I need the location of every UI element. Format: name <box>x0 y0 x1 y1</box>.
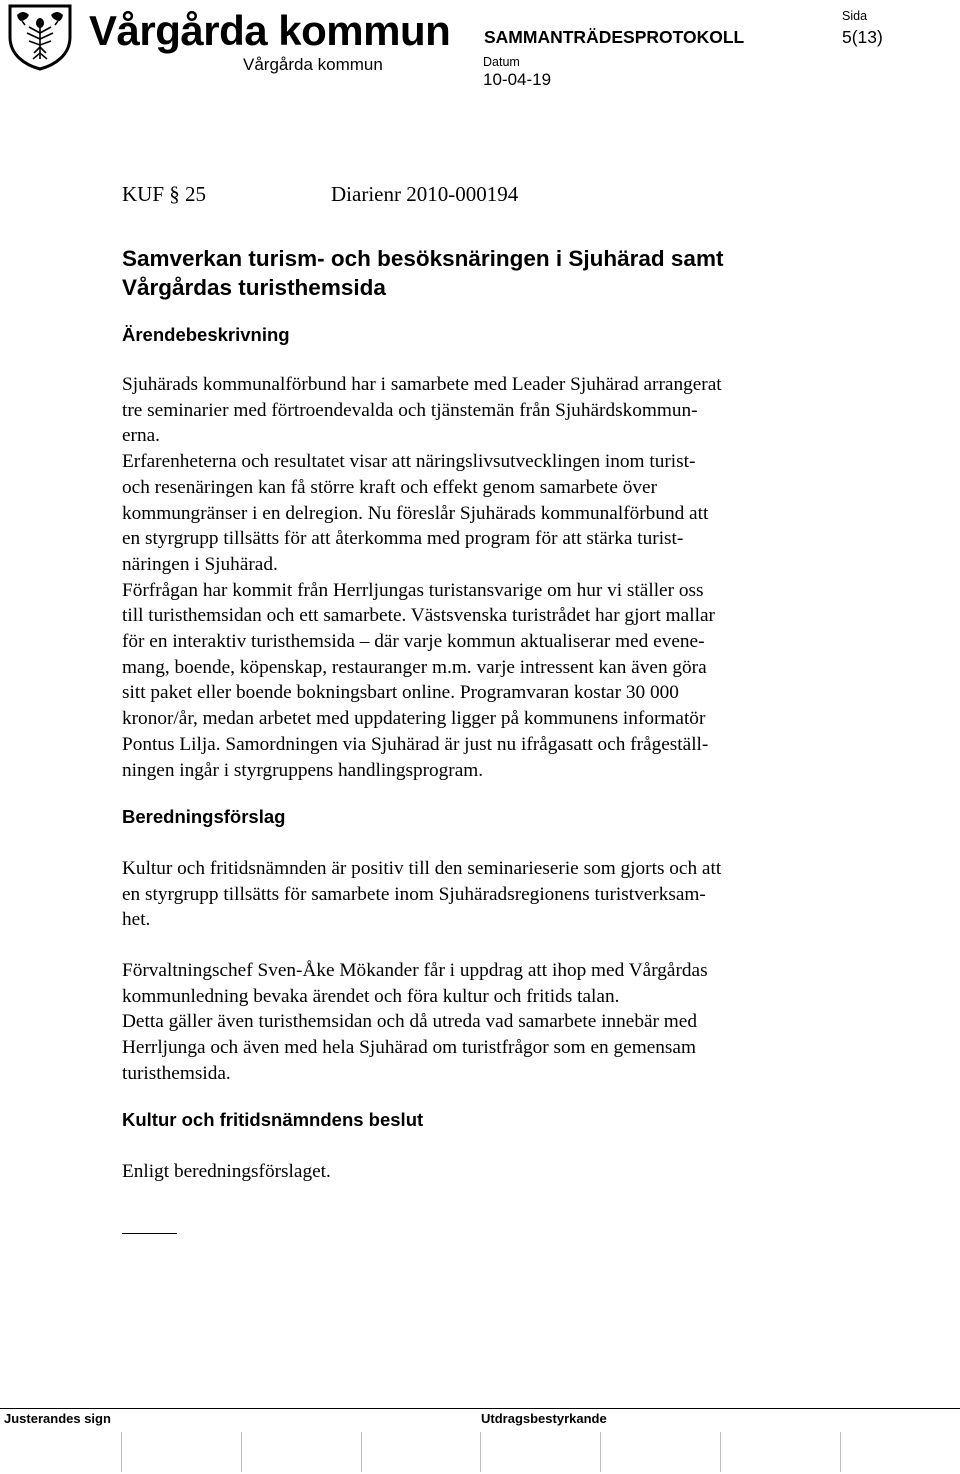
text-line: en styrgrupp tillsätts för att återkomma med program för att stärka turist- <box>122 528 684 550</box>
text-line: till turisthemsidan och ett samarbete. Västsvenska turistrådet har gjort mallar <box>122 605 715 627</box>
section-heading-beredningsforslag: Beredningsförslag <box>122 806 286 827</box>
footer-divider <box>0 1408 960 1409</box>
text-line: kommunledning bevaka ärendet och föra kultur och fritids talan. <box>122 985 620 1007</box>
proposal-paragraph-2 <box>122 958 842 1087</box>
justerandes-sign-label: Justerandes sign <box>4 1411 111 1426</box>
case-title-line: Vårgårdas turisthemsida <box>122 275 386 300</box>
text-line: erna. <box>122 425 160 447</box>
municipal-coat-of-arms-icon <box>7 3 73 71</box>
signature-box-divider <box>480 1432 481 1472</box>
text-line: Herrljunga och även med hela Sjuhärad om turistfrågor som en gemensam <box>122 1037 696 1059</box>
text-line: Förvaltningschef Sven-Åke Mökander får i uppdrag att ihop med Vårgårdas <box>122 960 708 981</box>
municipality-subtitle: Vårgårda kommun <box>243 55 383 74</box>
section-heading-beslut: Kultur och fritidsnämndens beslut <box>122 1109 424 1130</box>
signature-box-divider <box>241 1432 242 1472</box>
case-description <box>122 372 842 783</box>
signature-box-divider <box>840 1432 841 1472</box>
date-value: 10-04-19 <box>483 70 552 89</box>
page-label: Sida <box>842 9 868 23</box>
text-line: tre seminarier med förtroendevalda och tjänstemän från Sjuhärdskommun- <box>122 399 698 421</box>
case-title-line: Samverkan turism- och besöksnäringen i Sjuhärad samt <box>122 246 724 271</box>
municipality-name: Vårgårda kommun <box>89 7 451 54</box>
text-line: näringen i Sjuhärad. <box>122 553 278 575</box>
text-line: Kultur och fritidsnämnden är positiv till den seminarieserie som gjorts och att <box>122 858 722 879</box>
signature-box-divider <box>600 1432 601 1472</box>
text-line: kommungränser i en delregion. Nu föreslår Sjuhärads kommunalförbund att <box>122 502 709 524</box>
case-title <box>122 244 862 302</box>
signature-box-divider <box>720 1432 721 1472</box>
text-line: en styrgrupp tillsätts för samarbete inom Sjuhäradsregionens turistverksam- <box>122 883 706 905</box>
text-line: och resenäringen kan få större kraft och effekt genom samarbete över <box>122 476 657 498</box>
end-rule <box>122 1233 177 1234</box>
paragraph-number: KUF § 25 <box>122 182 207 206</box>
diary-number: Diarienr 2010-000194 <box>331 182 519 206</box>
document-type: SAMMANTRÄDESPROTOKOLL <box>484 27 745 47</box>
text-line: turisthemsida. <box>122 1062 231 1084</box>
utdragsbestyrkande-label: Utdragsbestyrkande <box>481 1411 607 1426</box>
text-line: för en interaktiv turisthemsida – där varje kommun aktualiserar med evene- <box>122 631 705 653</box>
text-line: het. <box>122 909 151 931</box>
text-line: mang, boende, köpenskap, restauranger m.m. varje intressent kan även göra <box>122 656 707 678</box>
decision-text: Enligt beredningsförslaget. <box>122 1161 331 1182</box>
text-line: ningen ingår i styrgruppens handlingsprogram. <box>122 759 484 781</box>
text-line: Pontus Lilja. Samordningen via Sjuhärad är just nu ifrågasatt och frågeställ- <box>122 733 709 755</box>
text-line: Erfarenheterna och resultatet visar att näringslivsutvecklingen inom turist- <box>122 451 696 473</box>
signature-box-divider <box>361 1432 362 1472</box>
text-line: Förfrågan har kommit från Herrljungas turistansvarige om hur vi ställer oss <box>122 579 704 601</box>
text-line: Sjuhärads kommunalförbund har i samarbete med Leader Sjuhärad arrangerat <box>122 374 722 395</box>
signature-box-divider <box>121 1432 122 1472</box>
text-line: kronor/år, medan arbetet med uppdatering ligger på kommunens informatör <box>122 708 706 730</box>
page-number: 5(13) <box>842 27 883 47</box>
date-label: Datum <box>483 55 520 69</box>
text-line: Detta gäller även turisthemsidan och då utreda vad samarbete innebär med <box>122 1011 697 1033</box>
text-line: sitt paket eller boende bokningsbart online. Programvaran kostar 30 000 <box>122 682 679 704</box>
proposal-paragraph-1 <box>122 856 842 933</box>
section-heading-arendebeskrivning: Ärendebeskrivning <box>122 324 290 345</box>
